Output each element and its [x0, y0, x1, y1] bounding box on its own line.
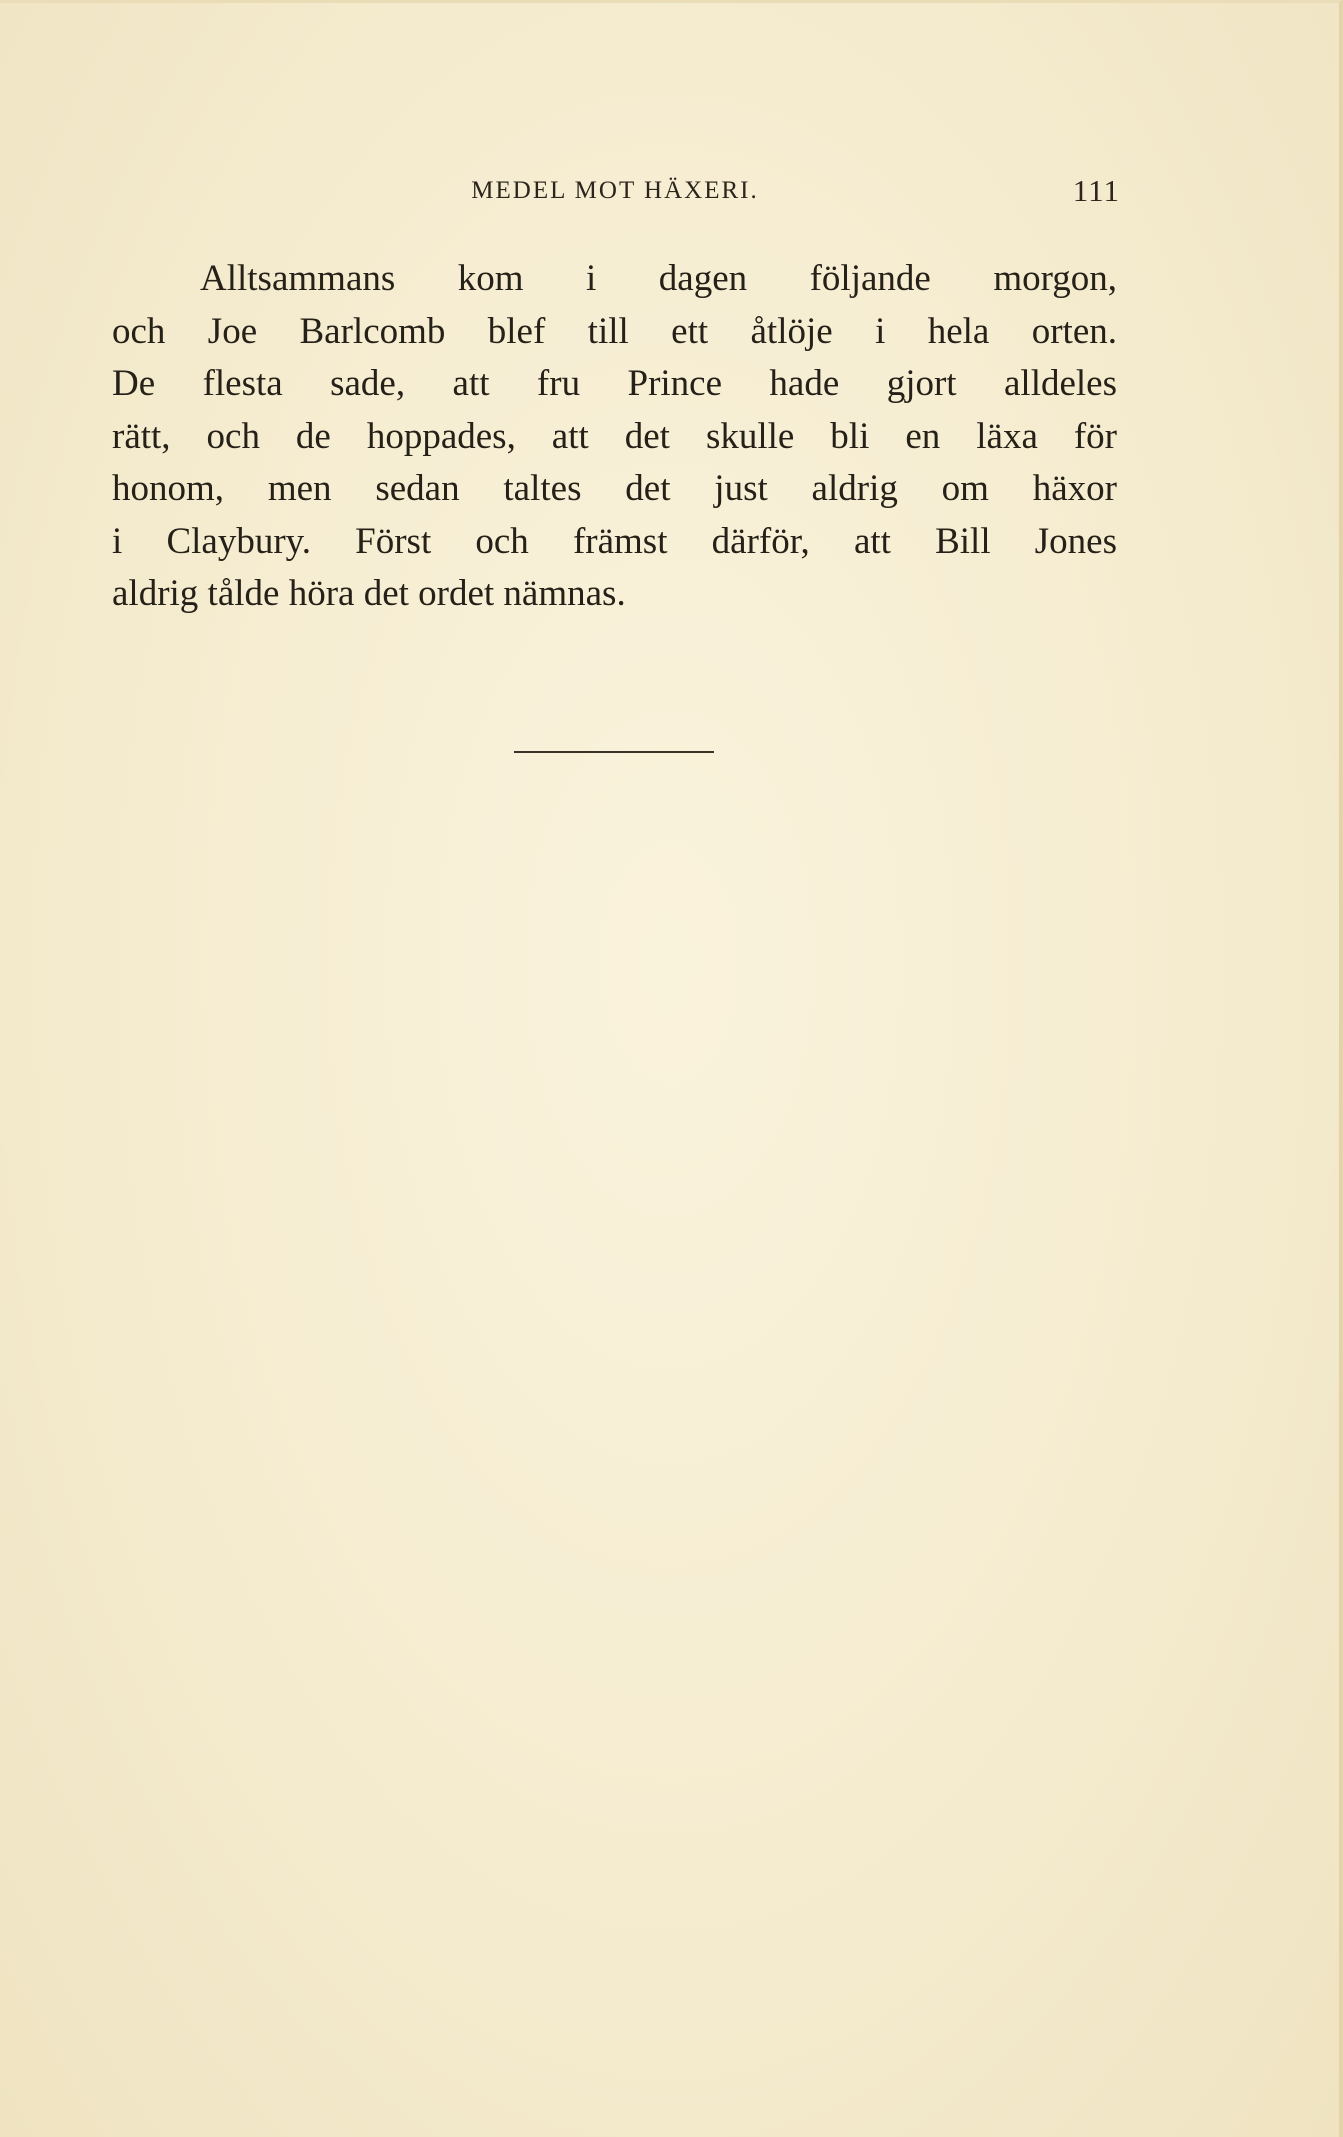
page-number: 111	[1072, 173, 1120, 208]
text-line: aldrig tålde höra det ordet nämnas.	[112, 573, 626, 614]
text-line: och Joe Barlcomb blef till ett åtlöje i hela orten.	[112, 310, 1117, 352]
text-line: rätt, och de hoppades, att det skulle bli en läxa för	[112, 415, 1117, 457]
text-line: De flesta sade, att fru Prince hade gjort alldeles	[112, 363, 1117, 404]
text-line: honom, men sedan taltes det just aldrig om häxor	[112, 468, 1117, 509]
text-line: Alltsammans kom i dagen följande morgon,	[200, 258, 1117, 299]
text-line: i Claybury. Först och främst därför, att Bill Jones	[112, 520, 1117, 562]
end-of-chapter-rule	[514, 751, 714, 753]
running-head	[110, 171, 1120, 211]
running-title: MEDEL MOT HÄXERI.	[471, 177, 759, 204]
paragraph	[112, 253, 1117, 621]
